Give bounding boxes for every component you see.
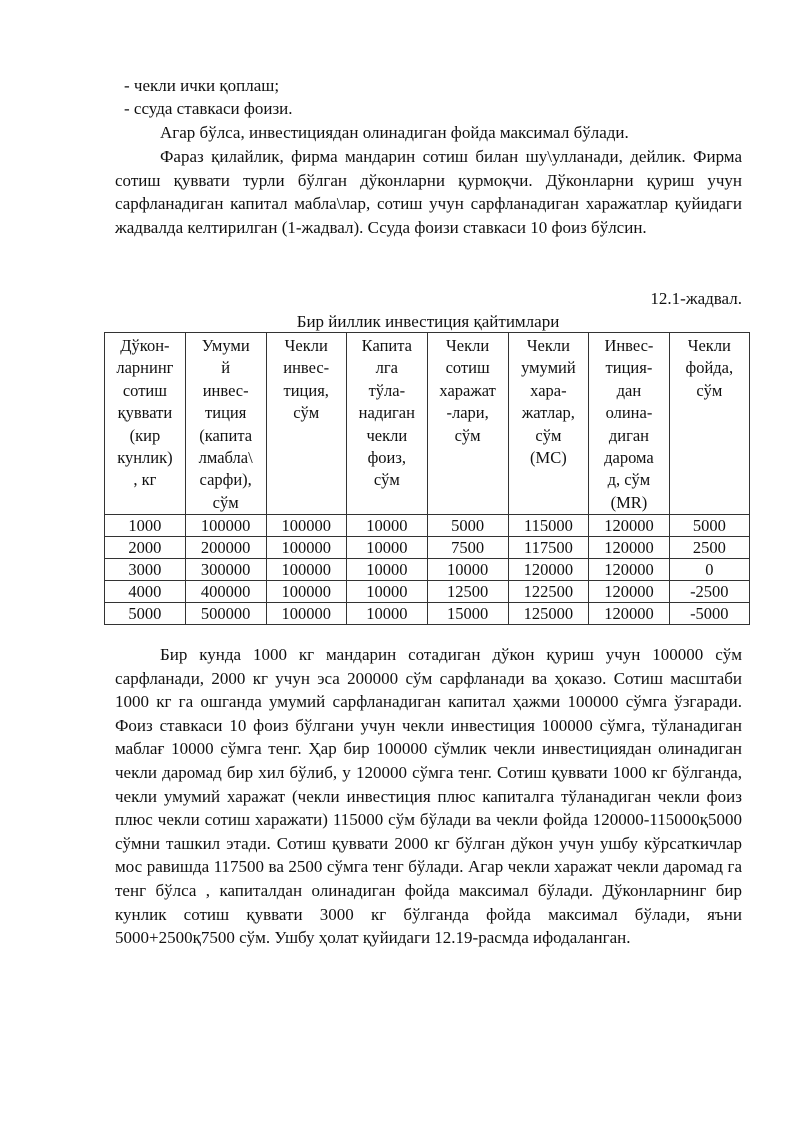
table-cell: 120000 (589, 603, 669, 625)
table-cell: 10000 (346, 559, 427, 581)
table-cell: 12500 (427, 581, 508, 603)
table-cell: 120000 (589, 559, 669, 581)
table-cell: 15000 (427, 603, 508, 625)
table-row (105, 603, 750, 625)
investment-table (104, 332, 750, 625)
paragraph: Агар бўлса, инвестициядан олинадиган фойда максимал бўлади. (160, 123, 629, 142)
table-cell: 5000 (669, 515, 749, 537)
table-cell: 4000 (105, 581, 186, 603)
table-cell: 10000 (346, 515, 427, 537)
table-row (105, 515, 750, 537)
table-cell: 100000 (266, 537, 346, 559)
table-cell: 0 (669, 559, 749, 581)
table-cell: -5000 (669, 603, 749, 625)
table-cell: 115000 (508, 515, 589, 537)
column-header: Чекли сотиш харажат -лари, сўм (427, 333, 508, 515)
column-header: Капита лга тўла- надиган чекли фоиз, сўм (346, 333, 427, 515)
table-cell: 120000 (589, 515, 669, 537)
table-row (105, 559, 750, 581)
table-cell: 2000 (105, 537, 186, 559)
table-cell: 100000 (266, 581, 346, 603)
table-cell: 300000 (185, 559, 266, 581)
table-title: Бир йиллик инвестиция қайтимлари (296, 312, 560, 331)
table-cell: 5000 (427, 515, 508, 537)
table-cell: 400000 (185, 581, 266, 603)
table-cell: 2500 (669, 537, 749, 559)
table-cell: 100000 (266, 559, 346, 581)
table-cell: -2500 (669, 581, 749, 603)
table-cell: 122500 (508, 581, 589, 603)
column-header: Чекли инвес- тиция, сўм (266, 333, 346, 515)
table-cell: 3000 (105, 559, 186, 581)
table-row (105, 581, 750, 603)
table-cell: 100000 (266, 603, 346, 625)
table-cell: 10000 (346, 581, 427, 603)
table-cell: 10000 (346, 537, 427, 559)
column-header: Чекли умумий хара- жатлар, сўм (MC) (508, 333, 589, 515)
table-label: 12.1-жадвал. (650, 289, 742, 308)
table-cell: 7500 (427, 537, 508, 559)
column-header: Умуми й инвес- тиция (капита лмабла\ сарфи), сўм (185, 333, 266, 515)
column-header: Дўкон- ларнинг сотиш қуввати (кир кунлик) , кг (105, 333, 186, 515)
table-cell: 100000 (185, 515, 266, 537)
table-cell: 125000 (508, 603, 589, 625)
table-cell: 500000 (185, 603, 266, 625)
column-header: Инвес- тиция- дан олина- диган дарома д, сўм (MR) (589, 333, 669, 515)
bullet-item: - ссуда ставкаси фоизи. (124, 99, 293, 118)
table-cell: 5000 (105, 603, 186, 625)
paragraph: Фараз қилайлик, фирма мандарин сотиш билан шу\улланади, дейлик. Фирма сотиш қуввати турли бўлган дўконларни қурмоқчи. Дўконларни қуриш учун сарфланадиган капитал мабла\лар, сотиш учун сарфланадиган харажатлар қуйидаги жадвалда келтирилган (1-жадвал). Ссуда фоизи ставкаси 10 фоиз бўлсин. (115, 147, 742, 237)
paragraph: Бир кунда 1000 кг мандарин сотадиган дўкон қуриш учун 100000 сўм сарфланади, 2000 кг учун эса 200000 сўм сарфланади ва ҳоказо. Сотиш масштаби 1000 кг га ошганда умумий сарфланадиган капитал ҳажми 100000 сўмга ўзгаради. Фоиз ставкаси 10 фоиз бўлгани учун чекли инвестиция 100000 сўмга, тўланадиган маблағ 10000 сўмга тенг. Ҳар бир 100000 сўмлик чекли инвестициядан олинадиган чекли даромад бир хил бўлиб, у 120000 сўмга тенг. Сотиш қуввати 1000 кг бўлганда, чекли умумий харажат (чекли инвестиция плюс капиталга тўланадиган чекли фоиз плюс чекли сотиш харажати) 115000 сўм бўлади ва чекли фойда 120000-115000қ5000 сўмни ташкил этади. Сотиш қуввати 2000 кг бўлган дўкон учун ушбу кўрсаткичлар мос равишда 117500 ва 2500 сўмга тенг бўлади. Агар чекли харажат чекли даромад га тенг бўлса , капиталдан олинадиган фойда максимал бўлади. Дўконларнинг бир кунлик сотиш қуввати 3000 кг бўлганда фойда максимал бўлади, яъни 5000+2500қ7500 сўм. Ушбу ҳолат қуйидаги 12.19-расмда ифодаланган. (115, 645, 742, 948)
table-cell: 100000 (266, 515, 346, 537)
table-cell: 120000 (508, 559, 589, 581)
table-header-row (105, 333, 750, 515)
table-cell: 1000 (105, 515, 186, 537)
table-cell: 117500 (508, 537, 589, 559)
table-cell: 120000 (589, 581, 669, 603)
bullet-item: - чекли ички қоплаш; (124, 76, 280, 95)
table-row (105, 537, 750, 559)
table-cell: 10000 (346, 603, 427, 625)
column-header: Чекли фойда, сўм (669, 333, 749, 515)
table-cell: 120000 (589, 537, 669, 559)
table-cell: 10000 (427, 559, 508, 581)
table-cell: 200000 (185, 537, 266, 559)
